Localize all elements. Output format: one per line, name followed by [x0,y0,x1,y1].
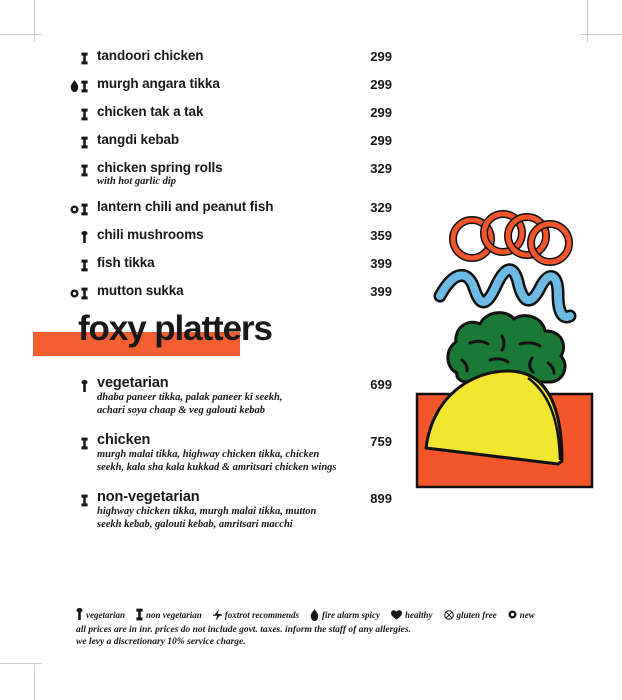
menu-item-name: non-vegetarian [97,489,200,505]
menu-item-body [88,376,352,417]
menu-item-icons [62,76,88,93]
menu-item-price: 299 [370,77,392,92]
menu-item-description: dhaba paneer tikka, palak paneer ki seekh, achari soya chaap & veg galouti kebab [97,392,283,416]
menu-item-price: 359 [370,228,392,243]
menu-item-list [62,48,392,311]
menu-item-row[interactable] [62,104,392,121]
menu-item-body [88,199,352,214]
legend-item [136,608,202,621]
gluten-free-icon [444,610,454,620]
menu-item-price: 329 [370,200,392,215]
crop-mark-bottom-left-h [0,663,42,664]
menu-item-body [88,76,352,91]
menu-item-name: vegetarian [97,375,169,391]
menu-item-row[interactable] [62,490,392,531]
crop-mark-top-left-v [34,0,35,42]
crop-mark-top-right-v [587,0,588,42]
legend-item [76,608,125,621]
crop-mark-bottom-left-v [34,665,35,700]
menu-item-price: 299 [370,105,392,120]
spicy-icon [310,609,319,621]
menu-item-icons [62,490,88,507]
menu-item-icons [62,199,88,216]
menu-item-row[interactable] [62,48,392,65]
menu-item-description: murgh malai tikka, highway chicken tikka, chicken seekh, kala sha kala kukkad & amritsari chicken wings [97,449,337,473]
legend-label: healthy [405,609,433,620]
new-icon [70,205,79,214]
menu-item-body [88,433,352,474]
new-icon [508,610,517,619]
veg-icon [81,231,88,244]
legend-item [310,609,380,621]
menu-item-name: chicken [97,432,151,448]
legend-label: fire alarm spicy [322,609,381,620]
menu-item-row[interactable] [62,376,392,417]
menu-item-price: 399 [370,284,392,299]
menu-item-price: 759 [370,434,392,449]
menu-item-body [88,132,352,147]
veg-icon [81,380,88,393]
menu-item-name: tangdi kebab [97,132,180,147]
footer [76,608,546,648]
crop-mark-top-left-h [0,34,42,35]
menu-item-row[interactable] [62,160,392,188]
taco-broccoli-illustration [410,208,610,498]
footer-note-line-1: all prices are in inr. prices do not include govt. taxes. inform the staff of any allergies. [76,625,411,635]
footer-note-line-2: we levy a discretionary 10% service charge. [76,636,246,647]
legend-item [391,610,433,620]
menu-item-name: chicken tak a tak [97,104,204,119]
menu-item-icons [62,132,88,149]
menu-item-icons [62,283,88,300]
new-icon [70,289,79,298]
legend-label: non vegetarian [146,609,202,620]
legend-item [213,609,299,621]
non-veg-icon [81,80,88,93]
section-heading-text: foxy platters [78,309,272,348]
menu-item-icons [62,255,88,272]
footer-note [76,625,546,648]
recommends-icon [213,609,222,621]
menu-item-body [88,104,352,119]
legend-item [508,610,535,620]
non-veg-icon [81,52,88,65]
non-veg-icon [136,608,143,621]
menu-item-price: 899 [370,491,392,506]
menu-item-name: chili mushrooms [97,227,204,242]
menu-item-row[interactable] [62,283,392,300]
legend-label: foxtrot recommends [224,609,300,620]
healthy-icon [391,610,402,620]
legend-label: gluten free [456,609,497,620]
non-veg-icon [81,164,88,177]
section-heading [33,306,363,364]
menu-item-row[interactable] [62,199,392,216]
menu-item-price: 399 [370,256,392,271]
platter-item-list [62,376,392,547]
menu-item-name: lantern chili and peanut fish [97,199,274,214]
menu-item-name: fish tikka [97,255,155,270]
non-veg-icon [81,287,88,300]
non-veg-icon [81,108,88,121]
menu-item-name: mutton sukka [97,283,184,298]
non-veg-icon [81,437,88,450]
menu-item-price: 299 [370,133,392,148]
menu-item-description: with hot garlic dip [97,176,177,187]
non-veg-icon [81,494,88,507]
menu-item-icons [62,227,88,244]
menu-item-icons [62,433,88,450]
legend-label: vegetarian [86,609,125,620]
menu-item-body [88,160,352,188]
menu-item-icons [62,48,88,65]
menu-item-row[interactable] [62,433,392,474]
menu-item-icons [62,160,88,177]
legend-label: new [519,609,535,620]
menu-item-row[interactable] [62,76,392,93]
menu-item-body [88,255,352,270]
menu-item-name: chicken spring rolls [97,160,223,175]
menu-item-price: 699 [370,377,392,392]
non-veg-icon [81,259,88,272]
menu-item-body [88,227,352,242]
legend-item [444,610,497,620]
menu-item-icons [62,104,88,121]
orange-rings-icon [453,214,569,262]
spicy-icon [70,80,79,92]
menu-item-row[interactable] [62,255,392,272]
legend-list [76,608,546,621]
menu-item-icons [62,376,88,393]
menu-item-row[interactable] [62,132,392,149]
menu-item-name: tandoori chicken [97,48,204,63]
non-veg-icon [81,203,88,216]
veg-icon [76,608,83,621]
menu-item-body [88,48,352,63]
menu-item-price: 329 [370,161,392,176]
blue-squiggle-icon [440,270,570,317]
taco-icon [426,371,562,464]
non-veg-icon [81,136,88,149]
menu-item-body [88,490,352,531]
menu-item-price: 299 [370,49,392,64]
menu-item-body [88,283,352,298]
menu-item-description: highway chicken tikka, murgh malai tikka, mutton seekh kebab, galouti kebab, amritsari macchi [97,506,317,530]
menu-item-row[interactable] [62,227,392,244]
menu-item-name: murgh angara tikka [97,76,220,91]
